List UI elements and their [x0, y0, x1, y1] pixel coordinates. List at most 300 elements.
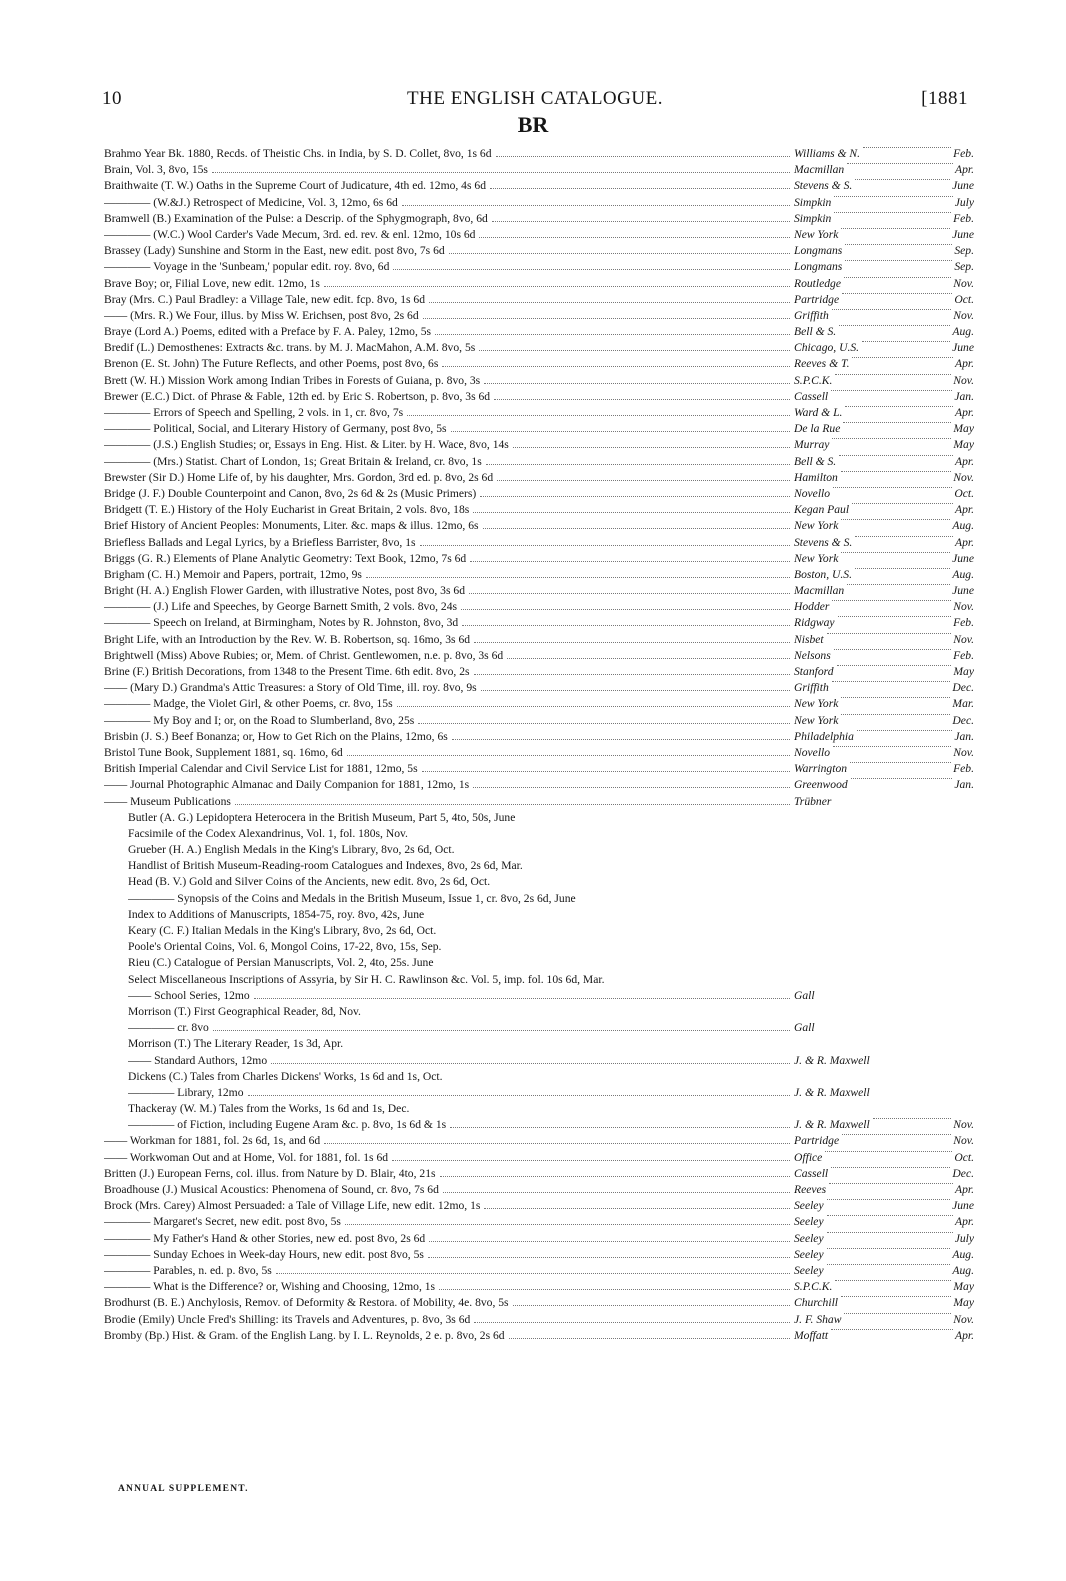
publication-month: Sep.	[954, 260, 974, 274]
publisher-leader-dots	[851, 777, 953, 779]
publisher-leader-dots	[831, 1328, 953, 1330]
entry-text: Bristol Tune Book, Supplement 1881, sq. 16mo, 6d	[104, 745, 343, 759]
catalogue-entry	[104, 794, 974, 810]
entry-list	[104, 146, 974, 1344]
catalogue-entry	[104, 405, 974, 421]
publisher-column	[794, 1214, 974, 1230]
publication-month: Oct.	[954, 1150, 974, 1164]
leader-dots	[473, 786, 790, 788]
publication-month: May	[953, 422, 974, 436]
entry-text: Brain, Vol. 3, 8vo, 15s	[104, 163, 208, 177]
publisher-column	[794, 421, 974, 437]
entry-text: ———— (W.C.) Wool Carder's Vade Mecum, 3rd. ed. rev. & enl. 12mo, 10s 6d	[104, 227, 476, 241]
publisher-column	[794, 713, 974, 729]
publisher-name: Williams & N.	[794, 147, 861, 160]
publisher-name: Nisbet	[794, 632, 824, 646]
publisher-leader-dots	[832, 437, 951, 439]
leader-dots	[450, 1126, 790, 1128]
entry-text: —— Workwoman Out and at Home, Vol. for 1881, fol. 1s 6d	[104, 1150, 389, 1164]
entry-text: Brewer (E.C.) Dict. of Phrase & Fable, 12th ed. by Eric S. Robertson, p. 8vo, 3s 6d	[104, 389, 491, 403]
publisher-leader-dots	[847, 162, 953, 164]
publication-month: June	[952, 227, 974, 241]
leader-dots	[474, 1321, 790, 1323]
catalogue-entry	[104, 518, 974, 534]
entry-text: Britten (J.) European Ferns, col. illus. from Nature by D. Blair, 4to, 21s	[104, 1166, 436, 1180]
publisher-leader-dots	[825, 1150, 952, 1152]
publisher-name: Chicago, U.S.	[794, 341, 860, 355]
entry-text: Brightwell (Miss) Above Rubies; or, Mem. of Christ. Gentlewomen, n.e. p. 8vo, 3s 6d	[104, 648, 504, 662]
entry-text: ———— Parables, n. ed. p. 8vo, 5s	[104, 1263, 272, 1277]
publisher-name: Hodder	[794, 600, 830, 614]
catalogue-entry	[104, 907, 974, 923]
publisher-name: Reeves	[794, 1183, 827, 1196]
entry-text: Rieu (C.) Catalogue of Persian Manuscripts, Vol. 2, 4to, 25s. June	[128, 956, 434, 970]
entry-text: Grueber (H. A.) English Medals in the King's Library, 8vo, 2s 6d, Oct.	[128, 843, 455, 857]
publication-month: Feb.	[953, 762, 974, 776]
catalogue-entry	[104, 777, 974, 793]
entry-text: ———— Synopsis of the Coins and Medals in the British Museum, Issue 1, cr. 8vo, 2s 6d, June	[128, 891, 576, 905]
entry-text: Bright (H. A.) English Flower Garden, with illustrative Notes, post 8vo, 3s 6d	[104, 584, 465, 598]
publisher-column	[794, 664, 974, 680]
entry-text: Brahmo Year Bk. 1880, Recds. of Theistic Chs. in India, by S. D. Collet, 8vo, 1s 6d	[104, 147, 492, 160]
publication-month: Nov.	[953, 308, 974, 322]
leader-dots	[248, 1094, 791, 1096]
entry-text: ———— Voyage in the 'Sunbeam,' popular edit. roy. 8vo, 6d	[104, 260, 390, 274]
publication-month: Apr.	[954, 535, 974, 549]
publisher-column	[794, 162, 974, 178]
entry-text: ———— Margaret's Secret, new edit. post 8vo, 5s	[104, 1215, 341, 1229]
publisher-name: Stevens & S.	[794, 179, 853, 193]
entry-text: Briefless Ballads and Legal Lyrics, by a Briefless Barrister, 8vo, 1s	[104, 535, 416, 549]
publisher-leader-dots	[852, 502, 953, 504]
publication-month: Jan.	[954, 778, 974, 792]
leader-dots	[397, 705, 790, 707]
leader-dots	[483, 527, 790, 529]
publication-month: June	[952, 551, 974, 565]
catalogue-entry	[104, 1214, 974, 1230]
publisher-name: Novello	[794, 486, 831, 500]
entry-text: Bray (Mrs. C.) Paul Bradley: a Village Tale, new edit. fcp. 8vo, 1s 6d	[104, 292, 426, 306]
publisher-column	[794, 1166, 974, 1182]
entry-text: ———— Political, Social, and Literary History of Germany, post 8vo, 5s	[104, 422, 447, 436]
publisher-column	[794, 195, 974, 211]
catalogue-entry	[104, 551, 974, 567]
leader-dots	[513, 1304, 790, 1306]
leader-dots	[509, 1337, 790, 1339]
publisher-name: Office	[794, 1150, 823, 1164]
publisher-column	[794, 745, 974, 761]
publication-month: Nov.	[953, 600, 974, 614]
catalogue-entry	[104, 1328, 974, 1344]
publisher-column	[794, 518, 974, 534]
publication-month: June	[952, 1199, 974, 1213]
catalogue-entry	[104, 308, 974, 324]
leader-dots	[392, 1159, 790, 1161]
publication-month: Apr.	[954, 1183, 974, 1196]
publisher-name: New York	[794, 713, 839, 727]
publisher-column	[794, 486, 974, 502]
leader-dots	[271, 1062, 790, 1064]
leader-dots	[440, 1175, 790, 1177]
publisher-column	[794, 211, 974, 227]
leader-dots	[452, 738, 790, 740]
catalogue-entry	[104, 454, 974, 470]
publisher-column	[794, 243, 974, 259]
leader-dots	[451, 430, 791, 432]
page-header	[102, 88, 968, 114]
publisher-leader-dots	[845, 259, 952, 261]
catalogue-entry	[104, 567, 974, 583]
entry-text: —— (Mary D.) Grandma's Attic Treasures: a Story of Old Time, ill. roy. 8vo, 9s	[104, 681, 477, 695]
publisher-column	[794, 356, 974, 372]
publisher-column	[794, 1247, 974, 1263]
publication-month: June	[952, 179, 974, 193]
catalogue-entry	[104, 535, 974, 551]
catalogue-entry	[104, 259, 974, 275]
publisher-column	[794, 632, 974, 648]
publisher-leader-dots	[839, 324, 950, 326]
publisher-leader-dots	[841, 227, 950, 229]
publisher-leader-dots	[833, 486, 952, 488]
entry-text: Poole's Oriental Coins, Vol. 6, Mongol Coins, 17-22, 8vo, 15s, Sep.	[128, 940, 442, 954]
catalogue-entry	[104, 939, 974, 955]
publisher-column	[794, 615, 974, 631]
leader-dots	[474, 641, 790, 643]
catalogue-entry	[104, 1117, 974, 1133]
catalogue-entry	[104, 178, 974, 194]
catalogue-entry	[104, 615, 974, 631]
publisher-name: De la Rue	[794, 422, 841, 436]
publication-month: Feb.	[953, 211, 974, 225]
entry-text: ———— Errors of Speech and Spelling, 2 vols. in 1, cr. 8vo, 7s	[104, 406, 404, 419]
publisher-column	[794, 567, 974, 583]
entry-text: Brief History of Ancient Peoples: Monuments, Liter. &c. maps & illus. 12mo, 6s	[104, 519, 479, 533]
publisher-column	[794, 1150, 974, 1166]
publisher-leader-dots	[827, 1198, 951, 1200]
publisher-leader-dots	[857, 729, 952, 731]
catalogue-entry	[104, 470, 974, 486]
entry-text: Select Miscellaneous Inscriptions of Assyria, by Sir H. C. Rawlinson &c. Vol. 5, imp. fol. 10s 6d, Mar.	[128, 972, 605, 986]
entry-text: Index to Additions of Manuscripts, 1854-75, roy. 8vo, 42s, June	[128, 907, 425, 921]
catalogue-entry	[104, 1247, 974, 1263]
publisher-leader-dots	[838, 615, 951, 617]
publisher-column	[794, 1182, 974, 1198]
publisher-leader-dots	[845, 243, 952, 245]
publication-month: Nov.	[953, 373, 974, 387]
catalogue-entry	[104, 1085, 974, 1101]
publisher-column	[794, 761, 974, 777]
entry-text: Bridgett (T. E.) History of the Holy Eucharist in Great Britain, 2 vols. 8vo, 18s	[104, 503, 470, 517]
entry-text: Broadhouse (J.) Musical Acoustics: Phenomena of Sound, cr. 8vo, 7s 6d	[104, 1183, 439, 1196]
entry-text: Braithwaite (T. W.) Oaths in the Supreme Court of Judicature, 4th ed. 12mo, 4s 6d	[104, 179, 486, 193]
publisher-name: Seeley	[794, 1231, 824, 1245]
publication-month: Apr.	[954, 406, 974, 419]
entry-text: Brewster (Sir D.) Home Life of, by his daughter, Mrs. Gordon, 3rd ed. p. 8vo, 2s 6d	[104, 470, 494, 484]
entry-text: Brine (F.) British Decorations, from 1348 to the Present Time. 6th edit. 8vo, 2s	[104, 665, 470, 678]
entry-text: Head (B. V.) Gold and Silver Coins of the Ancients, new edit. 8vo, 2s 6d, Oct.	[128, 875, 491, 889]
publication-month: Jan.	[954, 729, 974, 743]
entry-text: ———— (Mrs.) Statist. Chart of London, 1s; Great Britain & Ireland, cr. 8vo, 1s	[104, 454, 482, 468]
catalogue-entry	[104, 1263, 974, 1279]
publication-month: Mar.	[952, 697, 974, 711]
publisher-column	[794, 1231, 974, 1247]
entry-text: —— School Series, 12mo	[128, 988, 250, 1002]
leader-dots	[443, 1191, 790, 1193]
entry-text: ———— My Father's Hand & other Stories, new ed. post 8vo, 2s 6d	[104, 1231, 426, 1245]
publisher-name: Greenwood	[794, 778, 848, 792]
catalogue-entry	[104, 1166, 974, 1182]
publisher-leader-dots	[831, 389, 952, 391]
publisher-column	[794, 988, 974, 1004]
entry-text: ———— cr. 8vo	[128, 1021, 209, 1035]
catalogue-entry	[104, 1036, 974, 1052]
publisher-column	[794, 1328, 974, 1344]
publisher-leader-dots	[834, 211, 951, 213]
publisher-column	[794, 648, 974, 664]
publication-month: Apr.	[954, 1215, 974, 1229]
publisher-leader-dots	[863, 146, 951, 148]
publisher-column	[794, 502, 974, 518]
publisher-leader-dots	[827, 1231, 953, 1233]
catalogue-entry	[104, 243, 974, 259]
publication-month: May	[953, 1280, 974, 1294]
leader-dots	[513, 446, 790, 448]
catalogue-entry	[104, 356, 974, 372]
leader-dots	[407, 414, 790, 416]
entry-text: ———— Speech on Ireland, at Birmingham, Notes by R. Johnston, 8vo, 3d	[104, 616, 459, 630]
leader-dots	[481, 689, 790, 691]
publication-month: Aug.	[952, 519, 974, 533]
catalogue-entry	[104, 988, 974, 1004]
catalogue-entry	[104, 648, 974, 664]
catalogue-entry	[104, 858, 974, 874]
entry-text: ———— (J.) Life and Speeches, by George Barnett Smith, 2 vols. 8vo, 24s	[104, 600, 458, 614]
publication-month: Nov.	[953, 470, 974, 484]
publisher-column	[794, 470, 974, 486]
publication-month: Aug.	[952, 1263, 974, 1277]
entry-text: Bromby (Bp.) Hist. & Gram. of the English Lang. by I. L. Reynolds, 2 e. p. 8vo, 2s 6d	[104, 1328, 505, 1342]
publisher-name: Bell & S.	[794, 325, 837, 339]
publisher-leader-dots	[827, 1263, 951, 1265]
publisher-leader-dots	[847, 583, 950, 585]
publisher-name: Nelsons	[794, 648, 831, 662]
catalogue-entry	[104, 292, 974, 308]
publisher-name: Bell & S.	[794, 454, 837, 468]
publisher-name: Stevens & S.	[794, 535, 853, 549]
publication-month: Feb.	[953, 147, 974, 160]
entry-text: —— Journal Photographic Almanac and Daily Companion for 1881, 12mo, 1s	[104, 778, 470, 792]
publisher-name: S.P.C.K.	[794, 1280, 833, 1294]
entry-text: Brenon (E. St. John) The Future Reflects, and other Poems, post 8vo, 6s	[104, 357, 439, 371]
leader-dots	[212, 171, 790, 173]
leader-dots	[423, 317, 790, 319]
publisher-name: Gall	[794, 988, 815, 1002]
publisher-name: New York	[794, 519, 839, 533]
catalogue-entry	[104, 972, 974, 988]
publisher-name: Reeves & T.	[794, 357, 850, 371]
publication-month: Feb.	[953, 648, 974, 662]
publisher-column	[794, 178, 974, 194]
catalogue-entry	[104, 502, 974, 518]
catalogue-entry	[104, 1295, 974, 1311]
publisher-name: Simpkin	[794, 195, 832, 209]
publisher-column	[794, 583, 974, 599]
catalogue-entry	[104, 1312, 974, 1328]
leader-dots	[484, 382, 790, 384]
publisher-leader-dots	[834, 195, 952, 197]
entry-text: Brave Boy; or, Filial Love, new edit. 12mo, 1s	[104, 276, 320, 290]
leader-dots	[254, 997, 790, 999]
catalogue-entry	[104, 437, 974, 453]
signature-mark: ANNUAL SUPPLEMENT.	[118, 1484, 249, 1494]
publication-month: Nov.	[953, 1118, 974, 1132]
publisher-leader-dots	[842, 1133, 951, 1135]
catalogue-entry	[104, 211, 974, 227]
publisher-name: Cassell	[794, 389, 829, 403]
catalogue-entry	[104, 891, 974, 907]
publisher-leader-dots	[843, 421, 951, 423]
publication-month: June	[952, 584, 974, 598]
leader-dots	[507, 657, 790, 659]
publication-month: Apr.	[954, 357, 974, 371]
entry-text: —— Museum Publications	[104, 794, 231, 808]
leader-dots	[462, 624, 790, 626]
catalogue-entry	[104, 826, 974, 842]
leader-dots	[461, 608, 790, 610]
publisher-name: Simpkin	[794, 211, 832, 225]
leader-dots	[324, 285, 790, 287]
publication-month: Aug.	[952, 567, 974, 581]
catalogue-entry	[104, 1020, 974, 1036]
leader-dots	[439, 1288, 790, 1290]
catalogue-entry	[104, 146, 974, 162]
entry-text: ———— My Boy and I; or, on the Road to Slumberland, 8vo, 25s	[104, 713, 415, 727]
publisher-leader-dots	[855, 535, 953, 537]
publisher-name: Murray	[794, 438, 830, 452]
publisher-leader-dots	[839, 454, 953, 456]
publisher-name: Macmillan	[794, 584, 845, 598]
publisher-name: J. & R. Maxwell	[794, 1053, 870, 1067]
entry-text: Brock (Mrs. Carey) Almost Persuaded: a Tale of Village Life, new edit. 12mo, 1s	[104, 1199, 481, 1213]
publisher-name: Routledge	[794, 276, 842, 290]
publisher-leader-dots	[832, 308, 951, 310]
publisher-column	[794, 1279, 974, 1295]
publisher-leader-dots	[842, 292, 952, 294]
catalogue-entry	[104, 421, 974, 437]
publication-month: July	[954, 195, 974, 209]
publisher-leader-dots	[873, 1117, 952, 1119]
leader-dots	[213, 1029, 790, 1031]
leader-dots	[347, 754, 790, 756]
publisher-column	[794, 1117, 974, 1133]
leader-dots	[496, 155, 790, 157]
entry-text: Briggs (G. R.) Elements of Plane Analytic Geometry: Text Book, 12mo, 7s 6d	[104, 551, 467, 565]
publisher-leader-dots	[841, 551, 950, 553]
publication-month: Apr.	[954, 1328, 974, 1342]
publication-month: July	[954, 1231, 974, 1245]
publication-month: Apr.	[954, 503, 974, 517]
publisher-column	[794, 146, 974, 162]
publisher-column	[794, 599, 974, 615]
publication-month: May	[953, 438, 974, 452]
publisher-name: J. & R. Maxwell	[794, 1085, 870, 1099]
catalogue-entry	[104, 162, 974, 178]
entry-text: Brassey (Lady) Sunshine and Storm in the East, new edit. post 8vo, 7s 6d	[104, 244, 445, 258]
publisher-leader-dots	[850, 761, 951, 763]
entry-text: ———— Sunday Echoes in Week-day Hours, new edit. post 8vo, 5s	[104, 1247, 424, 1261]
publisher-column	[794, 227, 974, 243]
leader-dots	[418, 722, 790, 724]
leader-dots	[422, 770, 790, 772]
publisher-leader-dots	[834, 648, 951, 650]
entry-text: ———— of Fiction, including Eugene Aram &c. p. 8vo, 1s 6d & 1s	[128, 1118, 447, 1132]
entry-text: Dickens (C.) Tales from Charles Dickens' Works, 1s 6d and 1s, Oct.	[128, 1069, 443, 1083]
catalogue-entry	[104, 227, 974, 243]
catalogue-entry	[104, 1133, 974, 1149]
catalogue-entry	[104, 729, 974, 745]
publisher-column	[794, 389, 974, 405]
leader-dots	[480, 495, 790, 497]
catalogue-entry	[104, 486, 974, 502]
publisher-name: Seeley	[794, 1247, 824, 1261]
publisher-column	[794, 308, 974, 324]
publisher-leader-dots	[829, 1182, 953, 1184]
publisher-column	[794, 1198, 974, 1214]
publisher-leader-dots	[855, 178, 950, 180]
entry-text: ———— What is the Difference? or, Wishing and Choosing, 12mo, 1s	[104, 1280, 436, 1294]
publisher-leader-dots	[841, 1295, 951, 1297]
publisher-name: Griffith	[794, 681, 829, 695]
publisher-name: Warrington	[794, 762, 848, 776]
publisher-column	[794, 276, 974, 292]
publication-month: June	[952, 341, 974, 355]
publisher-name: Philadelphia	[794, 729, 854, 743]
publication-month: Nov.	[953, 1134, 974, 1148]
page-number: 10	[102, 88, 122, 109]
entry-text: Bridge (J. F.) Double Counterpoint and Canon, 8vo, 2s 6d & 2s (Music Primers)	[104, 486, 477, 500]
entry-text: Bright Life, with an Introduction by the Rev. W. B. Robertson, sq. 16mo, 3s 6d	[104, 632, 471, 646]
publication-month: Aug.	[952, 1247, 974, 1261]
entry-text: British Imperial Calendar and Civil Service List for 1881, 12mo, 5s	[104, 762, 418, 776]
entry-text: ———— Library, 12mo	[128, 1085, 244, 1099]
publisher-name: Griffith	[794, 308, 829, 322]
catalogue-entry	[104, 923, 974, 939]
publisher-name: Longmans	[794, 260, 843, 274]
publisher-name: New York	[794, 551, 839, 565]
publisher-column	[794, 292, 974, 308]
publisher-leader-dots	[832, 599, 951, 601]
entry-text: Brisbin (J. S.) Beef Bonanza; or, How to Get Rich on the Plains, 12mo, 6s	[104, 729, 448, 743]
catalogue-entry	[104, 389, 974, 405]
publisher-name: Partridge	[794, 292, 840, 306]
publisher-name: Moffatt	[794, 1328, 829, 1342]
publisher-leader-dots	[841, 696, 950, 698]
publication-month: Apr.	[954, 454, 974, 468]
leader-dots	[402, 204, 790, 206]
catalogue-entry	[104, 1279, 974, 1295]
catalogue-entry	[104, 713, 974, 729]
catalogue-entry	[104, 324, 974, 340]
publisher-name: Seeley	[794, 1215, 824, 1229]
entry-text: Brigham (C. H.) Memoir and Papers, portrait, 12mo, 9s	[104, 567, 362, 581]
entry-text: Braye (Lord A.) Poems, edited with a Preface by F. A. Paley, 12mo, 5s	[104, 325, 432, 339]
leader-dots	[492, 220, 790, 222]
publisher-leader-dots	[844, 276, 951, 278]
entry-text: Handlist of British Museum-Reading-room Catalogues and Indexes, 8vo, 2s 6d, Mar.	[128, 859, 523, 873]
publisher-leader-dots	[832, 680, 951, 682]
entry-text: Brodhurst (B. E.) Anchylosis, Remov. of Deformity & Restora. of Mobility, 4e. 8vo, 5s	[104, 1296, 509, 1310]
leader-dots	[473, 511, 790, 513]
